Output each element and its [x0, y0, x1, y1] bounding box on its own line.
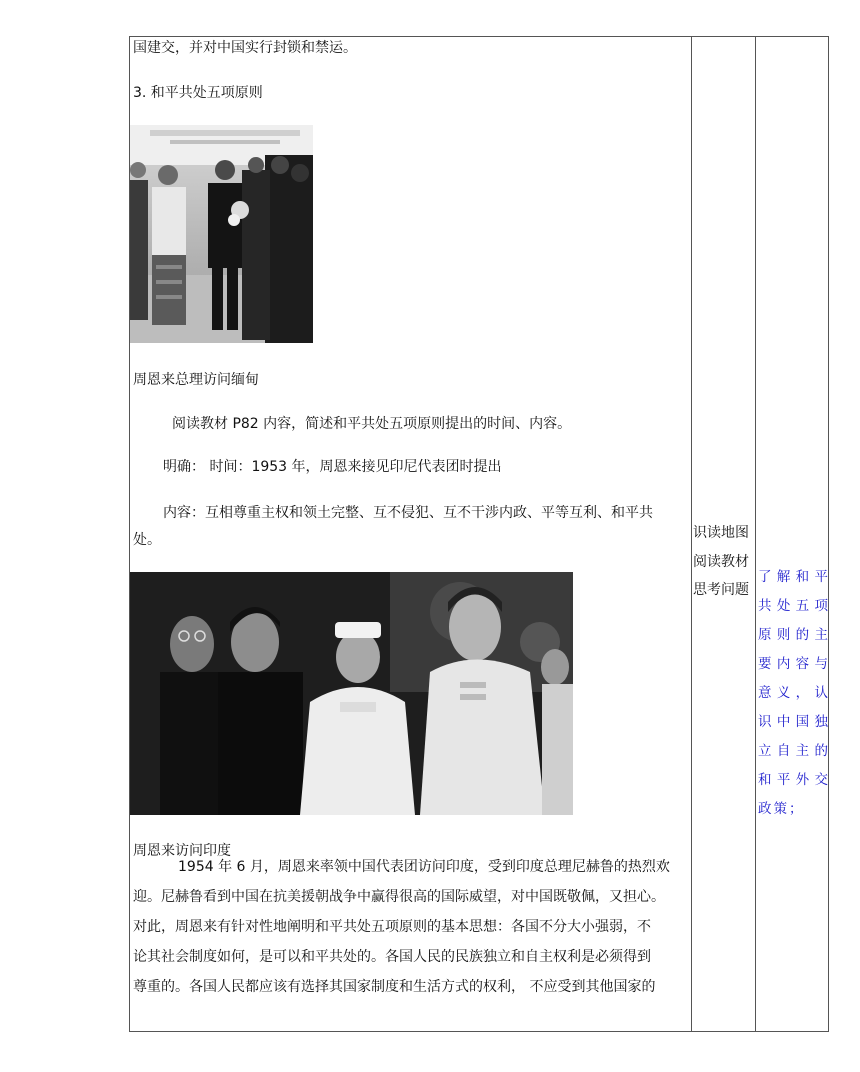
- clarify-content-line-2: 处。: [133, 532, 161, 548]
- column-divider-2: [755, 37, 756, 1031]
- paragraph-line-3: 对此，周恩来有针对性地阐明和平共处五项原则的基本思想：各国不分大小强弱，不: [133, 919, 651, 935]
- method-read-textbook: 阅读教材: [693, 554, 749, 570]
- column-divider-1: [691, 37, 692, 1031]
- reading-task: 阅读教材 P82 内容，简述和平共处五项原则提出的时间、内容。: [172, 416, 572, 432]
- paragraph-line-1: 1954 年 6 月，周恩来率领中国代表团访问印度，受到印度总理尼赫鲁的热烈欢: [178, 859, 670, 875]
- clarify-content-line-1: 内容：互相尊重主权和领土完整、互不侵犯、互不干涉内政、平等互利、和平共: [163, 505, 653, 521]
- paragraph-line-4: 论其社会制度如何，是可以和平共处的。各国人民的民族独立和自主权利是必须得到: [133, 949, 651, 965]
- method-think-questions: 思考问题: [693, 582, 749, 598]
- method-read-map: 识读地图: [693, 525, 749, 541]
- paragraph-line-5: 尊重的。各国人民都应该有选择其国家制度和生活方式的权利， 不应受到其他国家的: [133, 979, 656, 995]
- photo-india-illustration: [130, 572, 573, 815]
- photo-zhou-visits-india: [130, 572, 573, 815]
- learning-goal: 了解和平共处五项原则的主要内容与意义，认识中国独立自主的和平外交政策；: [758, 569, 830, 817]
- photo-burma-illustration: [130, 125, 313, 343]
- paragraph-line-2: 迎。尼赫鲁看到中国在抗美援朝战争中赢得很高的国际威望，对中国既敬佩，又担心。: [133, 889, 665, 905]
- photo-caption-burma: 周恩来总理访问缅甸: [133, 372, 259, 388]
- photo-zhou-visits-burma: [130, 125, 313, 343]
- text-line-1: 国建交，并对中国实行封锁和禁运。: [133, 40, 357, 56]
- clarify-time: 明确： 时间：1953 年，周恩来接见印尼代表团时提出: [163, 459, 502, 475]
- section-heading-3: 3. 和平共处五项原则: [133, 85, 263, 101]
- photo-caption-india: 周恩来访问印度: [133, 843, 231, 859]
